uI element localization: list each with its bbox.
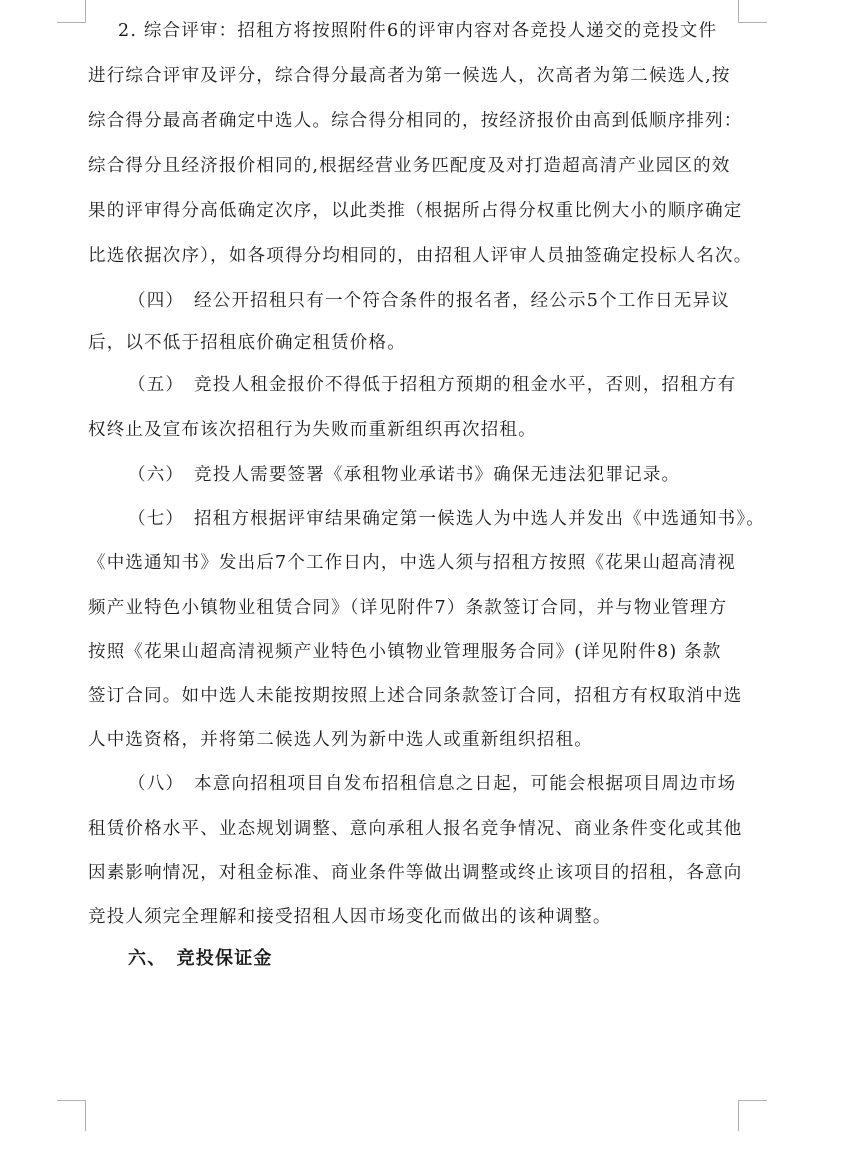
section-heading: 六、 竞投保证金 [128,948,273,969]
text-line: 因素影响情况，对租金标准、商业条件等做出调整或终止该项目的招租，各意向 [88,863,743,883]
text-line: （五） 竞投人租金报价不得低于招租方预期的租金水平，否则，招租方有 [128,375,737,395]
text-line: （六） 竞投人需要签署《承租物业承诺书》确保无违法犯罪记录。 [128,465,681,485]
text-line: 签订合同。如中选人未能按期按照上述合同条款签订合同，招租方有权取消中选 [88,686,743,706]
text-line: 人中选资格，并将第二候选人列为新中选人或重新组织招租。 [88,730,593,750]
text-line: 综合得分且经济报价相同的,根据经营业务匹配度及对打造超高清产业园区的效 [88,156,731,176]
text-line: 租赁价格水平、业态规划调整、意向承租人报名竞争情况、商业条件变化或其他 [88,819,743,839]
text-line: 竞投人须完全理解和接受招租人因市场变化而做出的该种调整。 [88,907,612,927]
text-line: （七） 招租方根据评审结果确定第一候选人为中选人并发出《中选通知书》。 [128,509,765,529]
page-corner-mark-top-left [57,0,86,23]
text-line: 比选依据次序），如各项得分均相同的，由招租人评审人员抽签确定投标人名次。 [88,246,753,266]
text-line: 《中选通知书》发出后7个工作日内，中选人须与招租方按照《花果山超高清视 [88,553,737,573]
text-line: 后，以不低于招租底价确定租赁价格。 [88,333,406,353]
text-line: 2. 综合评审：招租方将按照附件6的评审内容对各竞投人递交的竞投文件 [118,21,718,41]
text-line: （四） 经公开招租只有一个符合条件的报名者，经公示5个工作日无异议 [128,291,730,311]
text-line: 综合得分最高者确定中选人。综合得分相同的，按经济报价由高到低顺序排列： [88,111,743,131]
page-corner-mark-bottom-left [57,1100,86,1131]
text-line: 进行综合评审及评分，综合得分最高者为第一候选人，次高者为第二候选人,按 [88,66,731,86]
text-line: （八） 本意向招租项目自发布招租信息之日起，可能会根据项目周边市场 [128,774,737,794]
text-line: 频产业特色小镇物业租赁合同》（详见附件7）条款签订合同，并与物业管理方 [88,598,728,618]
page-corner-mark-bottom-right [738,1100,767,1131]
page-corner-mark-top-right [738,0,767,23]
text-line: 权终止及宣布该次招租行为失败而重新组织再次招租。 [88,420,537,440]
text-line: 按照《花果山超高清视频产业特色小镇物业管理服务合同》(详见附件8) 条款 [88,642,722,662]
text-line: 果的评审得分高低确定次序，以此类推（根据所占得分权重比例大小的顺序确定 [88,201,743,221]
